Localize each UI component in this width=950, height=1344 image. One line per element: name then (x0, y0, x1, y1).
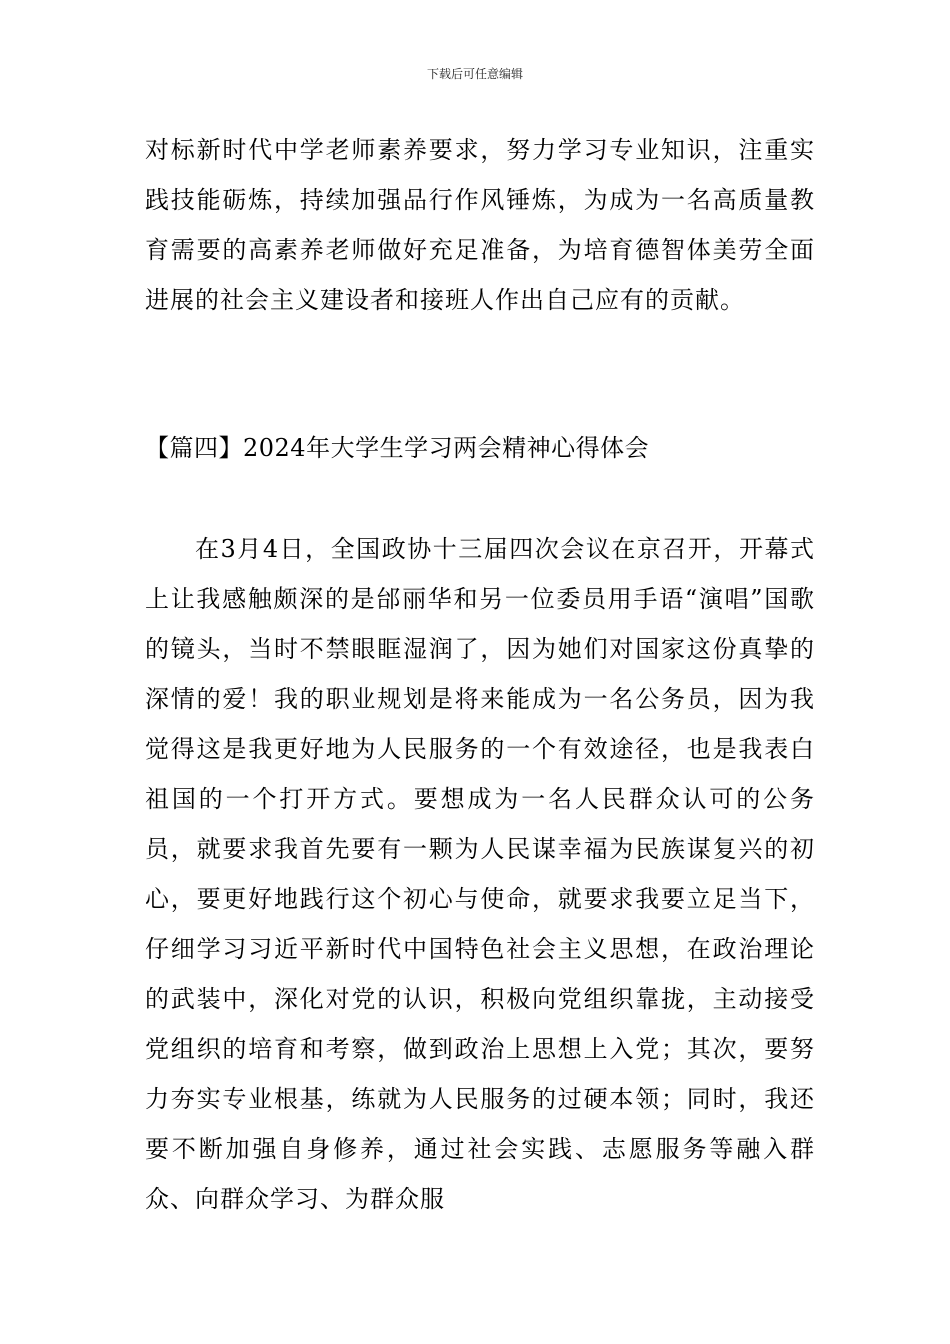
page-header-note: 下载后可任意编辑 (426, 67, 523, 81)
paragraph-1: 对标新时代中学老师素养要求，努力学习专业知识，注重实践技能砺炼，持续加强品行作风锤炼，为成为一名高质量教育需要的高素养老师做好充足准备，为培育德智体美劳全面进展的社会主义建设者和接班人作出自己应有的贡献。 (145, 136, 815, 314)
paragraph-2: 在3月4日，全国政协十三届四次会议在京召开，开幕式上让我感触颇深的是邰丽华和另一位委员用手语“演唱”国歌的镜头，当时不禁眼眶湿润了，因为她们对国家这份真挚的深情的爱！我的职业规划是将来能成为一名公务员，因为我觉得这是我更好地为人民服务的一个有效途径，也是我表白祖国的一个打开方式。要想成为一名人民群众认可的公务员，就要求我首先要有一颗为人民谋幸福为民族谋复兴的初心，要更好地践行这个初心与使命，就要求我要立足当下，仔细学习习近平新时代中国特色社会主义思想，在政治理论的武装中，深化对党的认识，积极向党组织靠拢，主动接受党组织的培育和考察，做到政治上思想上入党；其次，要努力夯实专业根基，练就为人民服务的过硬本领；同时，我还要不断加强自身修养，通过社会实践、志愿服务等融入群众、向群众学习、为群众服 (145, 535, 815, 1213)
section-heading: 【篇四】2024年大学生学习两会精神心得体会 (145, 434, 650, 462)
